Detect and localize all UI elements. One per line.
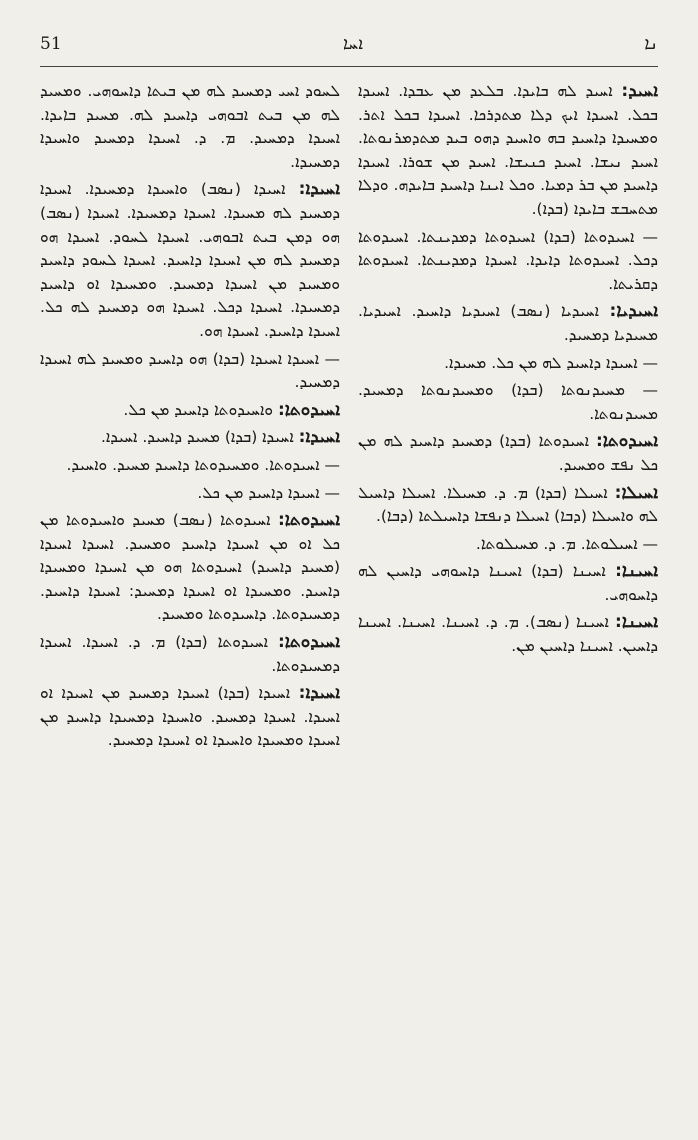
running-head: ܐܚܐ	[343, 34, 363, 54]
entry-text: ܐܚܝܕܐ (ܒܕܐ) ܐܚܝܕܐ ܕܡܚܝܕ ܡܢ ܐܚܝܕܐ ܐܘ ܐܚܝܕܐ. ܐܚܝܕܐ ܕܡܚܝܕ. ܘܐܚܝܕܐ ܕܡܚܝܕܐ ܕܐܚܝܕ ܡܢ ܐܚܝܕܐ ܘܡܚܝܕܐ ܘܐܚܝܕܐ ܐܘ ܐܚܝܕܐ ܕܡܚܝܕ.	[40, 684, 340, 750]
entry-text: ܐܚܝܕܐ (ܢܣܒ) ܘܐܚܝܕܐ ܕܡܚܝܕܐ. ܐܚܝܕܐ ܕܡܚܝܕ ܠܗ ܡܚܝܕܐ. ܐܚܝܕܐ ܕܡܚܝܕܐ. ܐܚܝܕܐ (ܢܣܒ) ܗܘ ܕܡܢ ܒܝܬ ܐܒܘܗܝ. ܐܚܝܕܐ ܠܚܘܕ. ܐܚܝܕܐ ܗܘ ܕܡܚܝܕ ܠܗ ܡܢ ܐܚܝܕܐ ܕܐܚܝܕ. ܐܚܝܕܐ ܠܚܘܕ ܕܐܚܝܕ ܘܡܚܝܕ ܡܢ ܐܚܝܕܐ ܕܡܚܝܕ. ܘܡܚܝܕܐ ܐܘ ܕܐܚܝܕ ܕܡܚܝܕܐ. ܐܚܝܕܐ ܕܟܠ. ܐܚܝܕܐ ܗܘ ܕܡܚܝܕ ܠܗ ܟܠ. ܐܚܝܕܐ ܕܐܚܝܕ. ܐܚܝܕܐ ܗܘ.	[40, 180, 340, 340]
entry-text: — ܐܚܝܠܘܬܐ. ܡ. ܕ. ܡܚܝܠܘܬܐ.	[475, 534, 658, 553]
dictionary-entry	[358, 533, 658, 557]
dictionary-entry	[358, 560, 658, 607]
entry-text: ܐܚܝܢܐ (ܒܕܐ) ܐܚܝܢܐ ܕܐܚܘܗܝ ܕܐܚܝܢ ܠܗ ܕܐܚܘܗܝ.	[358, 562, 658, 604]
entry-text: ܐܚܝܢܐ (ܢܣܒ). ܡ. ܕ. ܐܚܝܢܐ. ܐܚܝܢܐ. ܐܚܝܢܐ ܕܐܚܝܢ. ܐܚܝܢܐ ܕܐܚܝܢ ܡܢ.	[358, 613, 658, 656]
entry-headword: ܐܚܝܕܘܬܐ:	[277, 510, 340, 531]
dictionary-entry	[358, 430, 658, 477]
right-column	[358, 80, 658, 1100]
dictionary-entry	[40, 682, 340, 753]
page-number: 51	[40, 34, 62, 54]
dictionary-entry	[358, 300, 658, 347]
entry-headword: ܐܚܝܕܐ:	[298, 683, 340, 704]
entry-text: — ܡܚܝܕܢܘܬܐ (ܒܕܐ) ܘܡܚܝܕܢܘܬܐ ܕܡܚܝܕ. ܡܚܝܕܢܘܬܐ.	[358, 381, 658, 423]
entry-headword: ܐܚܝܢܐ:	[615, 561, 658, 582]
entry-headword: ܐܚܝܕܘܬܐ:	[595, 431, 658, 452]
entry-text: — ܐܚܝܕܘܬܐ (ܒܕܐ) ܐܚܝܕܘܬܐ ܕܡܕܝܢܬܐ. ܐܚܝܕܘܬܐ ܕܟܠ. ܐܚܝܕܘܬܐ ܕܐܝܕܐ. ܐܚܝܕܐ ܕܡܕܝܢܬܐ. ܐܚܝܕܘܬܐ ܕܩܪܝܬܐ.	[358, 227, 658, 293]
entry-text: — ܐܚܝܕܐ ܐܚܝܕܐ (ܒܕܐ) ܗܘ ܕܐܚܝܕ ܘܡܚܝܕ ܠܗ ܐܚܝܕܐ ܕܡܚܝܕ.	[40, 349, 340, 392]
entry-text: — ܐܚܝܕܘܬܐ. ܘܡܚܝܕܘܬܐ ܕܐܚܝܕ ܡܚܝܕ. ܘܐܚܝܕ.	[66, 455, 340, 474]
dictionary-entry	[40, 482, 340, 506]
entry-text: ܐܚܝܕܘܬܐ (ܒܕܐ) ܕܡܚܝܕ ܕܐܚܝܕ ܠܗ ܡܢ ܟܠ ܢܦܫ ܘܡܚܝܕ.	[358, 432, 658, 474]
entry-text: ܐܚܝܕܘܬܐ (ܒܕܐ) ܡ. ܕ. ܐܚܝܕܐ. ܐܚܝܕܐ ܕܡܚܝܕܘܬܐ.	[40, 633, 340, 675]
entry-headword: ܐܚܝܕܘܬܐ:	[277, 632, 340, 653]
dictionary-entry	[358, 611, 658, 658]
dictionary-entry	[358, 482, 658, 529]
entry-text: ܐܚܝܠܐ (ܒܕܐ) ܡ. ܕ. ܡܚܝܠܐ. ܐܚܝܠܐ ܕܐܚܝܠ ܠܗ ܘܐܚܝܠܐ (ܕܒܐ) ܐܚܝܠܐ ܕܢܦܫܐ ܕܐܚܝܠܬܐ (ܕܒܐ).	[358, 483, 658, 526]
left-column	[40, 80, 340, 1100]
entry-text: ܐܚܝܕܐ (ܒܕܐ) ܡܚܝܕ ܕܐܚܝܕ. ܐܚܝܕܐ.	[100, 428, 294, 447]
dictionary-entry	[40, 348, 340, 395]
page-header	[40, 24, 658, 64]
header-rule	[40, 66, 658, 67]
entry-text: ܠܚܘܕ ܐܚܝ ܕܡܚܝܕ ܠܗ ܡܢ ܒܝܬܐ ܕܐܚܘܗܝ. ܘܡܚܝܕ ܠܗ ܡܢ ܒܝܬ ܐܒܘܗܝ ܕܐܚܝܕ ܠܗ. ܡܚܝܕ ܒܐܝܕܐ. ܐܚܝܕܐ ܕܡܚܝܕ. ܡ. ܕ. ܐܚܝܕܐ ܕܡܚܝܕ ܘܐܚܝܕܐ ܕܡܚܝܕܐ.	[40, 82, 340, 171]
dictionary-entry	[40, 178, 340, 343]
entry-text: ܐܚܝܕܘܬܐ (ܢܣܒ) ܡܚܝܕ ܘܐܚܝܕܘܬܐ ܡܢ ܟܠ ܐܘ ܡܢ ܐܚܝܕܐ ܕܐܚܝܕ ܘܡܚܝܕ. ܐܚܝܕܐ ܐܚܝܕܐ (ܡܚܝܕ ܕܐܚܝܕ) ܐܚܝܕܘܬܐ ܗܘ ܡܢ ܐܚܝܕܐ ܘܡܚܝܕܐ ܕܐܚܝܕ. ܘܡܚܝܕܐ ܐܘ ܐܚܝܕܐ ܕܡܚܝܕ: ܐܚܝܕܐ ܕܐܚܝܕ. ܕܡܚܝܕܘܬܐ. ܕܐܚܝܕܘܬܐ ܘܡܚܝܕ.	[40, 511, 340, 624]
entry-headword: ܐܚܝܕܝܐ:	[609, 301, 658, 322]
dictionary-entry	[358, 80, 658, 222]
entry-text: ܐܚܝܕܝܐ (ܢܣܒ) ܐܚܝܕܝܐ ܕܐܚܝܕ. ܐܚܝܕܝܐ. ܡܚܝܕܝܐ ܕܡܚܝܕ.	[358, 302, 658, 344]
corner-mark: ܢܐ	[644, 34, 658, 54]
dictionary-entry	[40, 80, 340, 174]
entry-text: — ܐܚܝܕܐ ܕܐܚܝܕ ܡܢ ܟܠ.	[197, 483, 340, 502]
entry-headword: ܐܚܝܕ:	[621, 81, 658, 101]
entry-text: ܐܚܝܕ ܠܗ ܒܐܝܕܐ. ܒܠܥܕ ܡܢ ܥܒܕܐ. ܐܚܝܕܐ ܒܟܠ. ܐܚܝܕܐ ܐܝܟ ܕܠܐ ܡܬܕܪܟܐ. ܐܚܝܕܐ ܒܟܠ ܐܬܪ. ܘܡܚܝܕܐ ܕܐܚܝܕ ܒܗ ܘܐܚܝܕ ܕܗܘ ܒܝܕ ܡܬܕܡܪܢܘܬܐ. ܐܚܝܕ ܢܝܫܐ. ܐܚܝܕ ܟܢܝܫܐ. ܐܚܝܕ ܡܢ ܫܘܪܐ. ܐܚܝܕܐ ܕܐܚܝܕ ܡܢ ܒܪ ܕܡܝܐ. ܘܟܠ ܐܝܢܐ ܕܐܚܝܕ ܒܐܝܕܗ. ܘܕܠܐ ܡܬܚܒܫ ܒܐܝܕܐ (ܒܕܐ).	[358, 82, 658, 218]
dictionary-entry	[40, 509, 340, 627]
entry-headword: ܐܚܝܢܐ:	[615, 612, 658, 633]
dictionary-entry	[40, 399, 340, 423]
dictionary-entry	[358, 379, 658, 426]
dictionary-entry	[358, 352, 658, 376]
dictionary-entry	[40, 426, 340, 450]
entry-headword: ܐܚܝܕܘܬܐ:	[277, 399, 340, 420]
entry-text: — ܐܚܝܕܐ ܕܐܚܝܕ ܠܗ ܡܢ ܟܠ. ܡܚܝܕܐ.	[444, 353, 658, 372]
entry-text: ܘܐܚܝܕܘܬܐ ܕܐܚܝܕ ܡܢ ܟܠ.	[123, 400, 274, 419]
dictionary-entry	[40, 454, 340, 478]
entry-headword: ܐܚܝܠܐ:	[614, 482, 658, 503]
entry-headword: ܐܚܝܕܐ:	[298, 179, 340, 200]
dictionary-entry	[358, 226, 658, 297]
entry-headword: ܐܚܝܕܐ:	[298, 427, 340, 448]
dictionary-entry	[40, 631, 340, 678]
